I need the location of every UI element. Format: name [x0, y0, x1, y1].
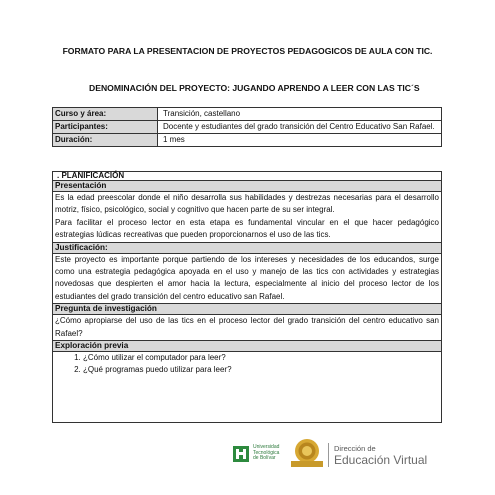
- document-title: FORMATO PARA LA PRESENTACION DE PROYECTOS PEDAGOGICOS DE AULA CON TIC.: [62, 46, 433, 56]
- exploration-heading: Exploración previa: [53, 341, 441, 352]
- seal-banner: [291, 461, 323, 467]
- course-value: Transición, castellano: [158, 108, 442, 121]
- presentation-paragraph: Es la edad preescolar donde el niño desarrolla sus habilidades y destrezas necesarias para el desarrollo motriz, físico, psicológico, social y cognitivo que hacen parte de su ser integral.: [55, 193, 439, 215]
- table-row: [53, 134, 442, 147]
- planning-section: [52, 171, 442, 423]
- presentation-body: [53, 192, 441, 243]
- question-body: [53, 315, 441, 341]
- university-name-line: de Bolívar: [253, 455, 276, 461]
- virtual-education-label: Educación Virtual: [334, 453, 428, 467]
- course-label: Curso y área:: [53, 108, 158, 121]
- exploration-list: [55, 352, 439, 375]
- presentation-paragraph: Para facilitar el proceso lector en esta etapa es fundamental vincular en el que hacer pedagógico estrategias lúdicas recreativas que pueden proporcionarnos el uso de las tics.: [55, 217, 439, 240]
- direction-label: Dirección de: [334, 444, 376, 453]
- table-row: [53, 121, 442, 134]
- university-name: [253, 445, 279, 462]
- participants-value: Docente y estudiantes del grado transición del Centro Educativo San Rafael.: [158, 121, 442, 134]
- list-item: 2. ¿Qué programas puedo utilizar para leer?: [83, 364, 439, 376]
- footer-logos: [225, 436, 475, 472]
- question-heading: Pregunta de investigación: [53, 304, 441, 315]
- list-item: 1. ¿Cómo utilizar el computador para leer?: [83, 352, 439, 364]
- project-name: DENOMINACIÓN DEL PROYECTO: JUGANDO APRENDO A LEER CON LAS TIC´S: [89, 83, 420, 93]
- participants-label: Participantes:: [53, 121, 158, 134]
- university-logo-icon: [233, 446, 249, 462]
- presentation-heading: Presentación: [53, 181, 441, 192]
- duration-value: 1 mes: [158, 134, 442, 147]
- university-name-line: Universidad: [253, 444, 280, 450]
- project-info-table: [52, 107, 442, 147]
- question-paragraph: ¿Cómo apropiarse del uso de las tics en el proceso lector del grado transición del centro educativo san Rafael?: [55, 316, 439, 338]
- logo-divider: [328, 443, 329, 467]
- duration-label: Duración:: [53, 134, 158, 147]
- justification-paragraph: Este proyecto es importante porque partiendo de los intereses y necesidades de los educandos, surge como una estrategia pedagógica apoyada en el uso y manejo de las tics con actividades y estrategias novedosas que despierten el amor hacia la lectura, especialmente al inicio del proceso lector de los estudiantes del grado transición del centro educativo san Rafael.: [55, 254, 439, 301]
- planning-title: . PLANIFICACIÓN: [53, 172, 441, 181]
- justification-heading: Justificación:: [53, 243, 441, 254]
- table-row: [53, 108, 442, 121]
- university-name-line: Tecnológica: [253, 449, 280, 456]
- justification-body: [53, 254, 441, 305]
- exploration-body: [53, 352, 441, 375]
